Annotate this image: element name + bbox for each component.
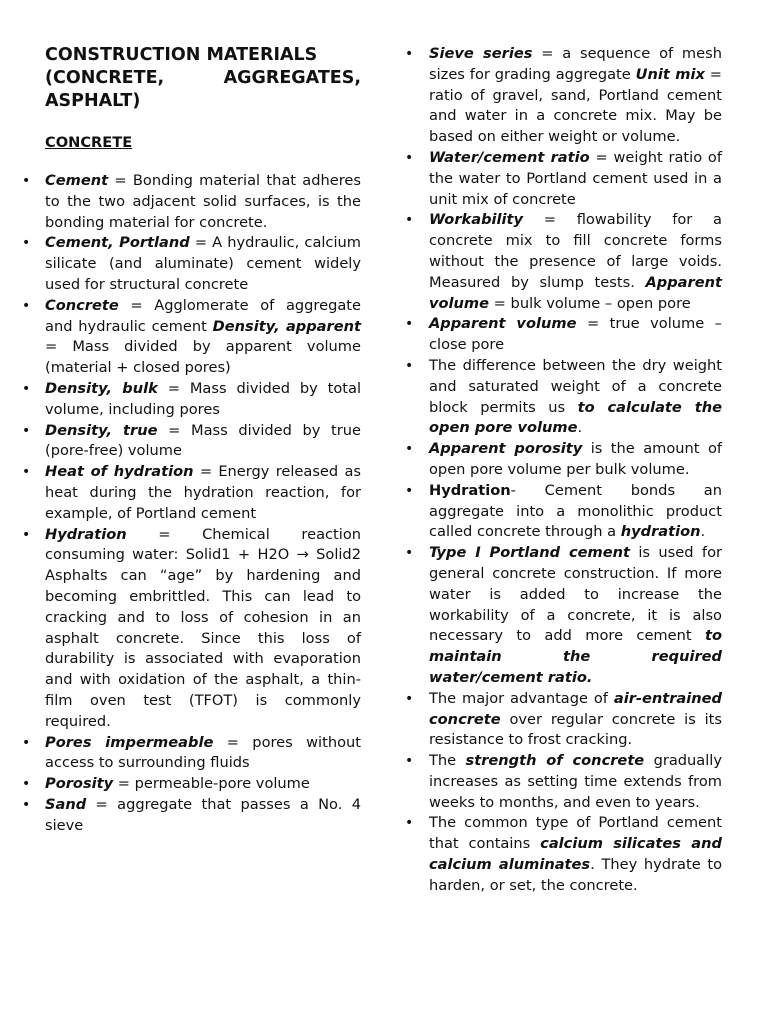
bullet-item — [429, 689, 722, 751]
bullet-text: = Bonding material that adheres to the two adjacent solid surfaces, is the bonding material for concrete. — [45, 172, 361, 231]
bullet-text: = Mass divided by true (pore-free) volume — [45, 421, 362, 460]
bullet-item — [429, 751, 722, 813]
bullet-text: The — [429, 752, 466, 770]
bullet-item — [429, 481, 722, 543]
bullet-term: Type I Portland cement — [429, 544, 630, 562]
title-line-1: CONSTRUCTION MATERIALS — [45, 45, 318, 65]
bullet-item — [429, 148, 722, 210]
bullet-term: calcium silicates and calcium aluminates — [429, 835, 722, 874]
bullet-text: = aggregate that passes a No. 4 sieve — [45, 795, 361, 834]
bullet-text: = ratio of gravel, sand, Portland cement and water in a concrete mix. May be based on either weight or volume. — [429, 65, 722, 146]
bullet-text: The common type of Portland cement that contains — [429, 814, 722, 853]
bullet-text: . They hydrate to harden, or set, the concrete. — [429, 856, 723, 894]
bullet-term: Sand — [45, 795, 87, 813]
bullet-item — [45, 774, 361, 795]
bullet-item — [45, 171, 361, 233]
bullet-text: The difference between the dry weight and saturated weight of a concrete block permits us — [429, 356, 722, 416]
bullet-item — [45, 525, 361, 733]
left-column — [45, 44, 361, 837]
bullet-term: hydration — [620, 523, 701, 541]
bullet-text: The major advantage of — [429, 689, 614, 707]
bullet-term: Concrete — [45, 296, 119, 314]
bullet-item — [45, 795, 361, 837]
bullet-item — [429, 813, 722, 896]
bullet-text: = weight ratio of the water to Portland cement used in a unit mix of concrete — [429, 148, 722, 208]
bullet-term: Density, bulk — [45, 379, 158, 397]
bullet-term: to calculate the open pore volume — [429, 398, 722, 437]
bullet-item — [45, 462, 361, 524]
bullet-item — [429, 44, 722, 148]
bullet-term: Heat of hydration — [45, 463, 194, 481]
bullet-text: over regular concrete is its resistance to frost cracking. — [429, 710, 722, 749]
bullet-item — [45, 421, 361, 463]
bullet-item — [429, 543, 722, 689]
bullet-text: - Cement bonds an aggregate into a monolithic product called concrete through a — [429, 481, 722, 541]
bullet-text: = flowability for a concrete mix to fill concrete forms without the presence of large voids. Measured by slump tests. — [429, 211, 722, 291]
right-column — [429, 44, 722, 897]
bullet-item — [45, 296, 361, 379]
document-title — [45, 44, 361, 113]
bullet-term: Unit mix — [635, 65, 705, 83]
bullet-text: . — [577, 419, 583, 437]
bullet-term: Workability — [429, 211, 524, 229]
bullet-text: . — [700, 523, 706, 541]
bullet-item — [429, 314, 722, 356]
bullet-term: Porosity — [45, 775, 114, 793]
bullet-text: is the amount of open pore volume per bulk volume. — [429, 440, 723, 478]
bullet-item — [45, 733, 361, 775]
left-bullet-list — [45, 171, 361, 837]
bullet-term: Apparent volume — [429, 315, 577, 333]
bullet-text: = A hydraulic, calcium silicate (and aluminate) cement widely used for structural concrete — [45, 234, 361, 293]
bullet-item — [45, 379, 361, 421]
bullet-term: Density, true — [45, 421, 158, 439]
bullet-term: Cement, Portland — [45, 234, 190, 252]
bullet-text: = pores without access to surrounding fluids — [45, 733, 361, 772]
bullet-term: Pores impermeable — [45, 733, 214, 751]
bullet-item — [429, 439, 722, 481]
bullet-term: Sieve series — [429, 45, 533, 62]
bullet-text: = true volume – close pore — [429, 315, 722, 354]
bullet-term: Hydration — [45, 525, 127, 543]
bullet-item — [429, 356, 722, 439]
bullet-text: is used for general concrete construction. If more water is added to increase the workability of a concrete, it is also necessary to add more cement — [429, 544, 722, 645]
title-line-3: ASPHALT) — [45, 91, 141, 111]
bullet-term: Cement — [45, 172, 109, 189]
bullet-term: Apparent porosity — [429, 440, 583, 458]
title-line-2: (CONCRETE, AGGREGATES, — [45, 68, 361, 88]
right-bullet-list — [429, 44, 722, 897]
bullet-term: strength of concrete — [465, 752, 645, 770]
bullet-term: to maintain the required water/cement ratio. — [429, 627, 722, 686]
bullet-text: = Agglomerate of aggregate and hydraulic cement — [45, 296, 361, 335]
bullet-text: = Energy released as heat during the hydration reaction, for example, of Portland cement — [45, 463, 362, 522]
bullet-text: = Mass divided by apparent volume (material + closed pores) — [45, 338, 361, 377]
bullet-term: Apparent volume — [429, 273, 722, 312]
bullet-term: Density, apparent — [212, 317, 361, 335]
bullet-term: Hydration — [429, 481, 511, 499]
section-heading: CONCRETE — [45, 134, 133, 151]
bullet-term: Water/cement ratio — [429, 148, 590, 166]
bullet-text: = permeable-pore volume — [113, 775, 310, 793]
bullet-item — [429, 210, 722, 314]
bullet-text: = Chemical reaction consuming water: Solid1 + H2O → Solid2 Asphalts can “age” by hardening and becoming embrittled. This can lead to cracking and to loss of cohesion in an asphalt concrete. Since this loss of durability is associated with evaporation and with oxidation of the asphalt, a thin-film oven test (TFOT) is commonly required. — [45, 525, 361, 730]
bullet-text: gradually increases as setting time extends from weeks to months, and even to years. — [429, 752, 722, 811]
bullet-term: air-entrained concrete — [429, 689, 722, 728]
bullet-text: = a sequence of mesh sizes for grading aggregate — [429, 45, 722, 83]
bullet-text: = Mass divided by total volume, including pores — [45, 379, 361, 418]
bullet-text: = bulk volume – open pore — [489, 294, 691, 312]
bullet-item — [45, 233, 361, 295]
